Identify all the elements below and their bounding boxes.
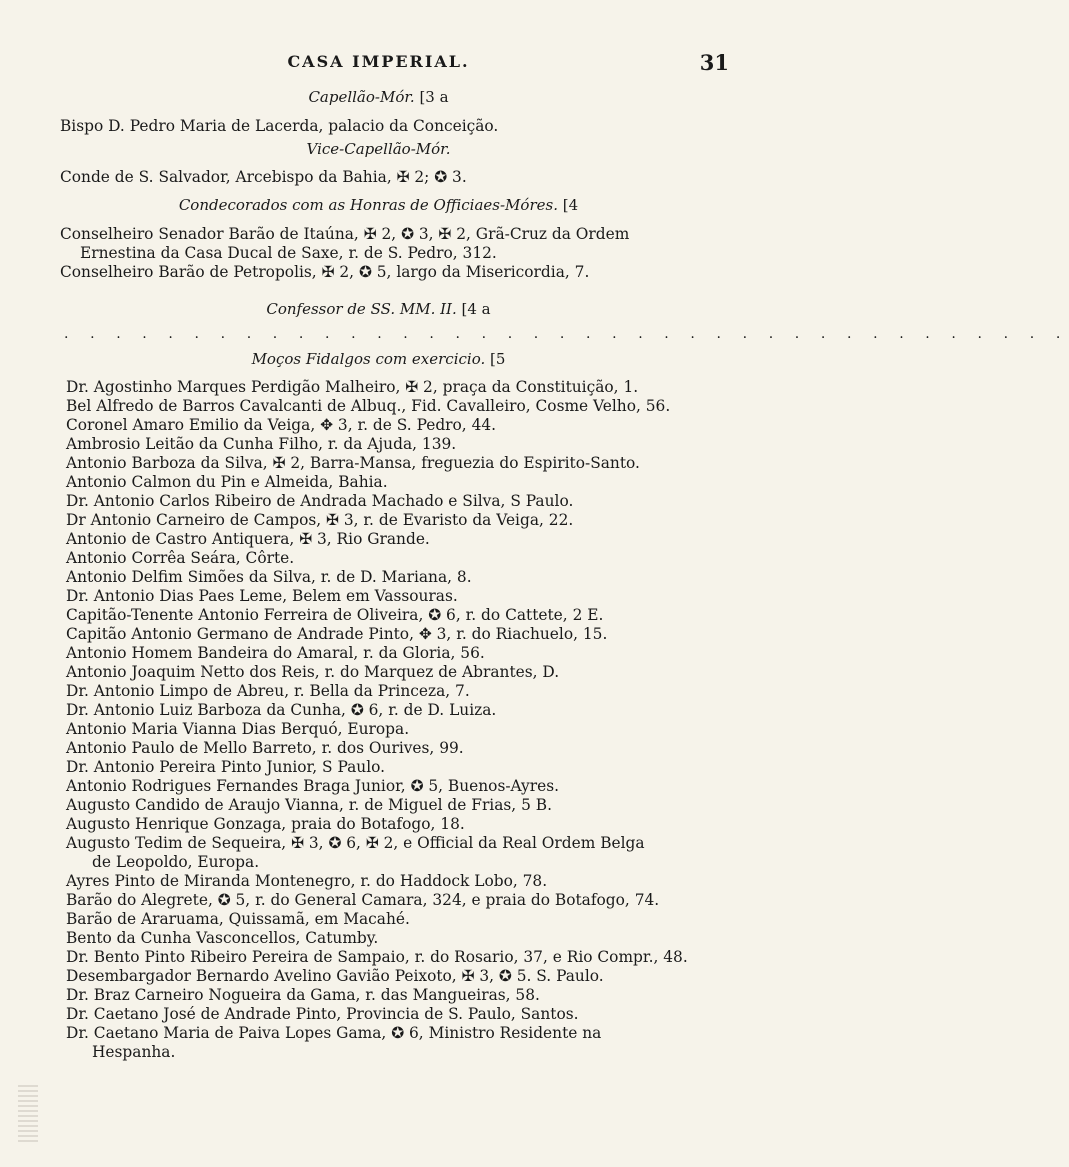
entry-line: Augusto Henrique Gonzaga, praia do Botafogo, 18. [66,815,465,833]
section-title: Moços Fidalgos com exercicio. [251,350,486,368]
entry-line: Antonio Joaquim Netto dos Reis, r. do Marquez de Abrantes, D. [66,663,560,681]
section-count: [4 [562,196,579,214]
binding-edge-mark [18,1085,38,1145]
entry-line: Bispo D. Pedro Maria de Lacerda, palacio da Conceição. [60,117,499,135]
section-heading-mocos-fidalgos [0,350,757,368]
entry-line: Augusto Tedim de Sequeira, ✠ 3, ✪ 6, ✠ 2, e Official da Real Ordem Belga [66,834,645,852]
section-title: Capellão-Mór. [308,88,415,106]
entry-line: Dr. Caetano José de Andrade Pinto, Provincia de S. Paulo, Santos. [66,1005,579,1023]
entry-line: Antonio Calmon du Pin e Almeida, Bahia. [66,473,388,491]
entry-line: Barão de Araruama, Quissamã, em Macahé. [66,910,410,928]
section-title: Condecorados com as Honras de Officiaes-Móres. [178,196,558,214]
section-heading-condecorados [0,196,757,214]
section-heading-vice-capellao [0,140,757,158]
entry-line: Antonio de Castro Antiquera, ✠ 3, Rio Grande. [66,530,430,548]
entry-line: Dr. Braz Carneiro Nogueira da Gama, r. das Mangueiras, 58. [66,986,540,1004]
dotted-leader: . . . . . . . . . . . . . . . . . . . . . . . . . . . . . . . . . . . . . . . [64,326,1069,342]
section-title: Confessor de SS. MM. II. [266,300,457,318]
section-count: [3 a [419,88,449,106]
entry-line: Dr. Bento Pinto Ribeiro Pereira de Sampaio, r. do Rosario, 37, e Rio Compr., 48. [66,948,688,966]
entry-line: Dr. Antonio Pereira Pinto Junior, S Paulo. [66,758,386,776]
entry-line: Conselheiro Senador Barão de Itaúna, ✠ 2, ✪ 3, ✠ 2, Grã-Cruz da Ordem [60,225,630,243]
entry-line: Barão do Alegrete, ✪ 5, r. do General Camara, 324, e praia do Botafogo, 74. [66,891,660,909]
entry-line: Antonio Rodrigues Fernandes Braga Junior, ✪ 5, Buenos-Ayres. [66,777,559,795]
page-number: 31 [699,50,729,75]
entry-line: Dr Antonio Carneiro de Campos, ✠ 3, r. de Evaristo da Veiga, 22. [66,511,574,529]
entry-line: Dr. Antonio Luiz Barboza da Cunha, ✪ 6, r. de D. Luiza. [66,701,497,719]
entry-line: Capitão-Tenente Antonio Ferreira de Oliveira, ✪ 6, r. do Cattete, 2 E. [66,606,604,624]
section-heading-confessor [0,300,757,318]
entry-line: Antonio Homem Bandeira do Amaral, r. da Gloria, 56. [66,644,485,662]
entry-line: Augusto Candido de Araujo Vianna, r. de Miguel de Frias, 5 B. [66,796,552,814]
entry-line: Antonio Delfim Simões da Silva, r. de D. Mariana, 8. [66,568,472,586]
entry-line: Dr. Antonio Carlos Ribeiro de Andrada Machado e Silva, S Paulo. [66,492,574,510]
entry-line: Dr. Antonio Limpo de Abreu, r. Bella da Princeza, 7. [66,682,470,700]
entry-line: Desembargador Bernardo Avelino Gavião Peixoto, ✠ 3, ✪ 5. S. Paulo. [66,967,604,985]
page-header-title: CASA IMPERIAL. [287,52,470,71]
entry-line: Ernestina da Casa Ducal de Saxe, r. de S. Pedro, 312. [80,244,497,262]
section-count: [5 [490,350,506,368]
entry-line: Antonio Corrêa Seára, Côrte. [66,549,295,567]
entry-line: Coronel Amaro Emilio da Veiga, ✥ 3, r. de S. Pedro, 44. [66,416,497,434]
entry-line: Hespanha. [92,1043,176,1061]
entry-line: Antonio Barboza da Silva, ✠ 2, Barra-Mansa, freguezia do Espirito-Santo. [66,454,640,472]
entry-line: Bel Alfredo de Barros Cavalcanti de Albuq., Fid. Cavalleiro, Cosme Velho, 56. [66,397,671,415]
entry-line: Antonio Paulo de Mello Barreto, r. dos Ourives, 99. [66,739,464,757]
entry-line: de Leopoldo, Europa. [92,853,260,871]
entry-line: Bento da Cunha Vasconcellos, Catumby. [66,929,379,947]
entry-line: Antonio Maria Vianna Dias Berquó, Europa. [66,720,410,738]
section-count: [4 a [461,300,491,318]
entry-line: Dr. Antonio Dias Paes Leme, Belem em Vassouras. [66,587,458,605]
entry-line: Dr. Caetano Maria de Paiva Lopes Gama, ✪ 6, Ministro Residente na [66,1024,602,1042]
entry-line: Ambrosio Leitão da Cunha Filho, r. da Ajuda, 139. [66,435,457,453]
entry-line: Capitão Antonio Germano de Andrade Pinto, ✥ 3, r. do Riachuelo, 15. [66,625,608,643]
entry-line: Dr. Agostinho Marques Perdigão Malheiro, ✠ 2, praça da Constituição, 1. [66,378,639,396]
entry-line: Conde de S. Salvador, Arcebispo da Bahia, ✠ 2; ✪ 3. [60,168,467,186]
section-title: Vice-Capellão-Mór. [306,140,451,158]
entry-line: Conselheiro Barão de Petropolis, ✠ 2, ✪ 5, largo da Misericordia, 7. [60,263,590,281]
entry-line: Ayres Pinto de Miranda Montenegro, r. do Haddock Lobo, 78. [66,872,548,890]
section-heading-capellao-mor [0,88,757,106]
